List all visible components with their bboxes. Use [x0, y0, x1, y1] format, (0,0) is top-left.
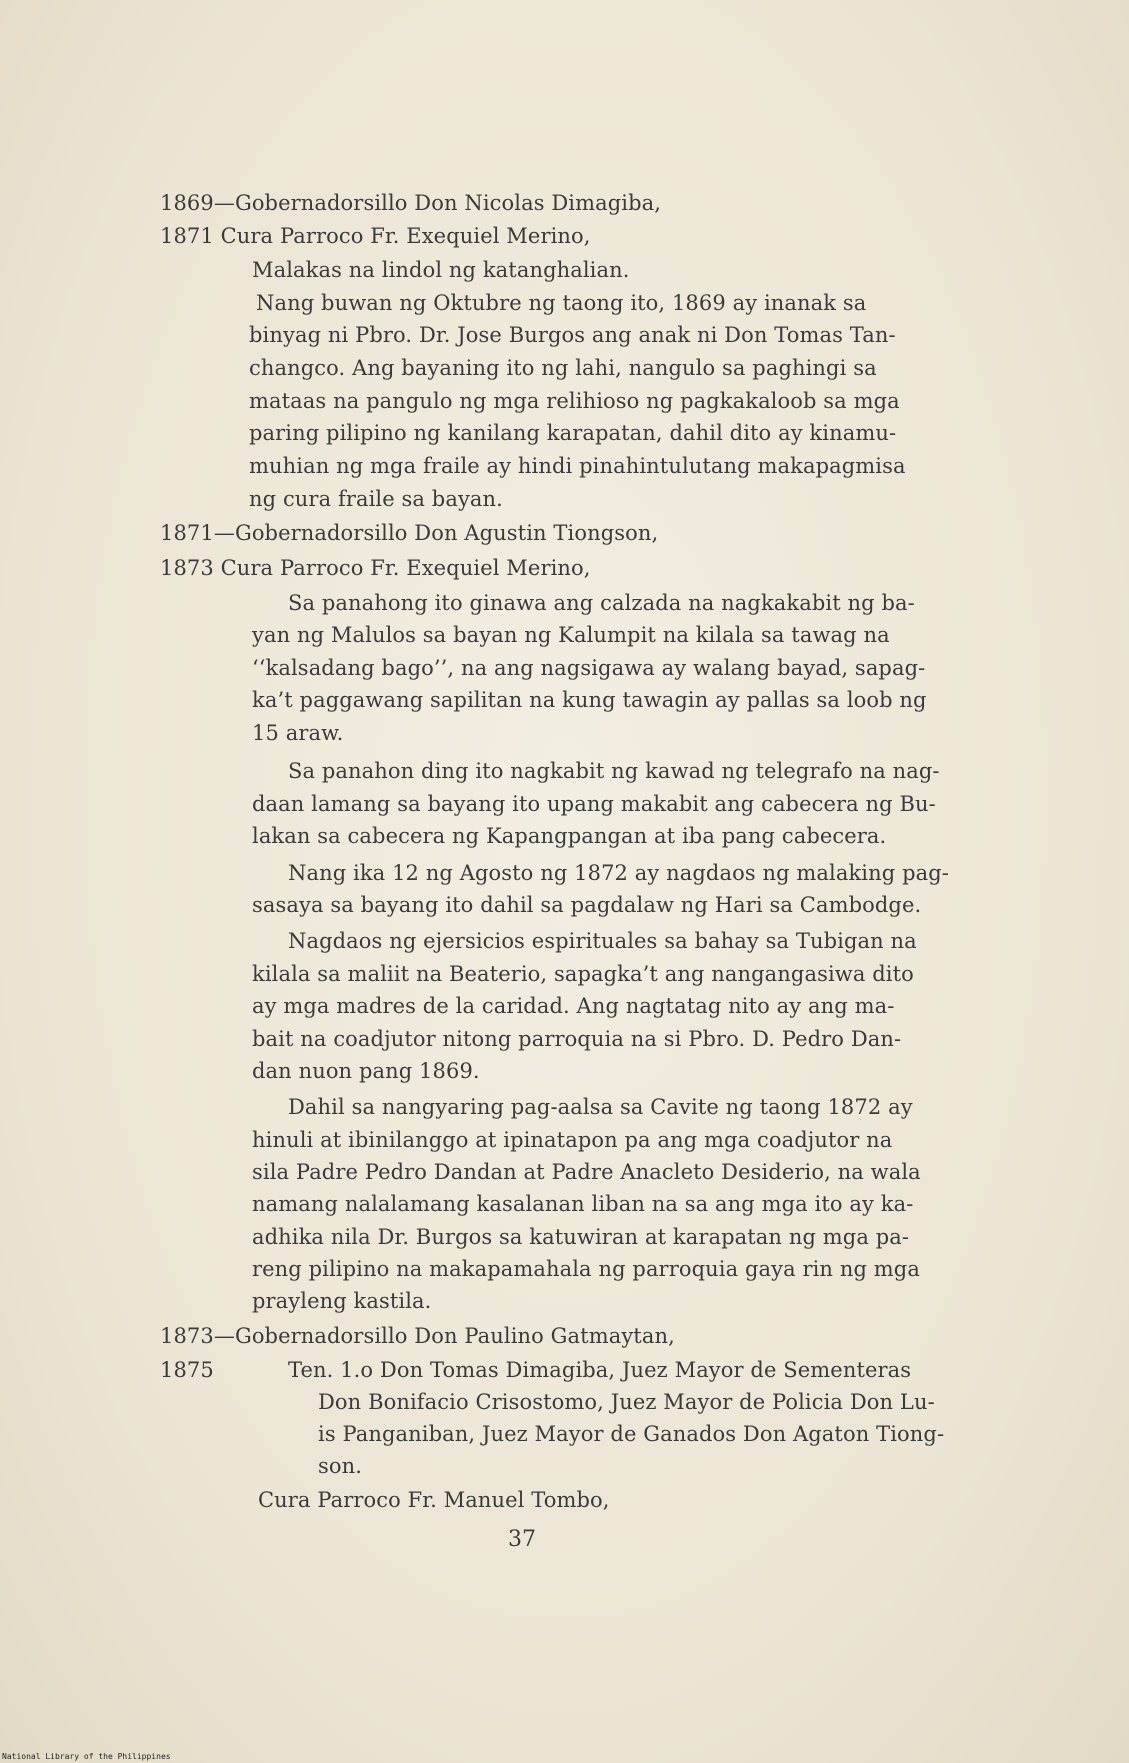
- text-line: Cura Parroco Fr. Manuel Tombo,: [258, 1488, 610, 1512]
- text-line: ka’t paggawang sapilitan na kung tawagin ay pallas sa loob ng: [252, 688, 927, 712]
- text-line: hinuli at ibinilanggo at ipinatapon pa ang mga coadjutor na: [252, 1128, 893, 1152]
- text-line: ng cura fraile sa bayan.: [249, 487, 503, 511]
- text-line: is Panganiban, Juez Mayor de Ganados Don Agaton Tiong-: [318, 1422, 945, 1446]
- library-footer: National Library of the Philippines: [2, 1752, 171, 1761]
- text-line: sasaya sa bayang ito dahil sa pagdalaw ng Hari sa Cambodge.: [252, 893, 922, 917]
- text-line: 1875: [160, 1358, 214, 1382]
- text-line: dan nuon pang 1869.: [252, 1059, 480, 1083]
- text-line: ay mga madres de la caridad. Ang nagtatag nito ay ang ma-: [252, 994, 895, 1018]
- text-line: Nang ika 12 ng Agosto ng 1872 ay nagdaos ng malaking pag-: [288, 861, 949, 885]
- text-line: bait na coadjutor nitong parroquia na si Pbro. D. Pedro Dan-: [252, 1027, 902, 1051]
- text-line: prayleng kastila.: [252, 1289, 432, 1313]
- text-line: Dahil sa nangyaring pag-aalsa sa Cavite ng taong 1872 ay: [288, 1095, 913, 1119]
- text-line: paring pilipino ng kanilang karapatan, dahil dito ay kinamu-: [249, 421, 897, 445]
- text-line: sila Padre Pedro Dandan at Padre Anacleto Desiderio, na wala: [252, 1160, 921, 1184]
- text-line: 1869—Gobernadorsillo Don Nicolas Dimagiba,: [160, 191, 662, 215]
- text-line: Nagdaos ng ejersicios espirituales sa bahay sa Tubigan na: [288, 929, 917, 953]
- text-line: lakan sa cabecera ng Kapangpangan at iba pang cabecera.: [252, 824, 887, 848]
- text-line: binyag ni Pbro. Dr. Jose Burgos ang anak ni Don Tomas Tan-: [249, 323, 896, 347]
- text-line: Nang buwan ng Oktubre ng taong ito, 1869 ay inanak sa: [256, 291, 867, 315]
- text-line: reng pilipino na makapamahala ng parroquia gaya rin ng mga: [252, 1257, 920, 1281]
- text-line: adhika nila Dr. Burgos sa katuwiran at karapatan ng mga pa-: [252, 1225, 910, 1249]
- text-line: yan ng Malulos sa bayan ng Kalumpit na kilala sa tawag na: [252, 623, 890, 647]
- text-line: kilala sa maliit na Beaterio, sapagka’t ang nangangasiwa dito: [252, 962, 914, 986]
- text-line: Sa panahong ito ginawa ang calzada na nagkakabit ng ba-: [288, 591, 915, 615]
- text-line: mataas na pangulo ng mga relihioso ng pagkakaloob sa mga: [249, 389, 900, 413]
- text-line: Sa panahon ding ito nagkabit ng kawad ng telegrafo na nag-: [288, 759, 940, 783]
- text-line: son.: [318, 1454, 363, 1478]
- text-line: muhian ng mga fraile ay hindi pinahintulutang makapagmisa: [249, 454, 906, 478]
- text-line: 1873—Gobernadorsillo Don Paulino Gatmaytan,: [160, 1324, 675, 1348]
- text-line: 1873 Cura Parroco Fr. Exequiel Merino,: [160, 556, 591, 580]
- text-line: 1871 Cura Parroco Fr. Exequiel Merino,: [160, 224, 591, 248]
- text-line: Don Bonifacio Crisostomo, Juez Mayor de Policia Don Lu-: [318, 1390, 935, 1414]
- text-line: namang nalalamang kasalanan liban na sa ang mga ito ay ka-: [252, 1192, 914, 1216]
- text-line: ‘‘kalsadang bago’’, na ang nagsigawa ay walang bayad, sapag-: [252, 656, 926, 680]
- text-line: daan lamang sa bayang ito upang makabit ang cabecera ng Bu-: [252, 792, 936, 816]
- text-line: 1871—Gobernadorsillo Don Agustin Tiongson,: [160, 521, 659, 545]
- page-number: 37: [508, 1527, 536, 1552]
- text-line: 15 araw.: [252, 721, 344, 745]
- text-line: changco. Ang bayaning ito ng lahi, nangulo sa paghingi sa: [249, 356, 877, 380]
- text-line: Malakas na lindol ng katanghalian.: [252, 258, 630, 282]
- text-line: Ten. 1.o Don Tomas Dimagiba, Juez Mayor de Sementeras: [288, 1358, 912, 1382]
